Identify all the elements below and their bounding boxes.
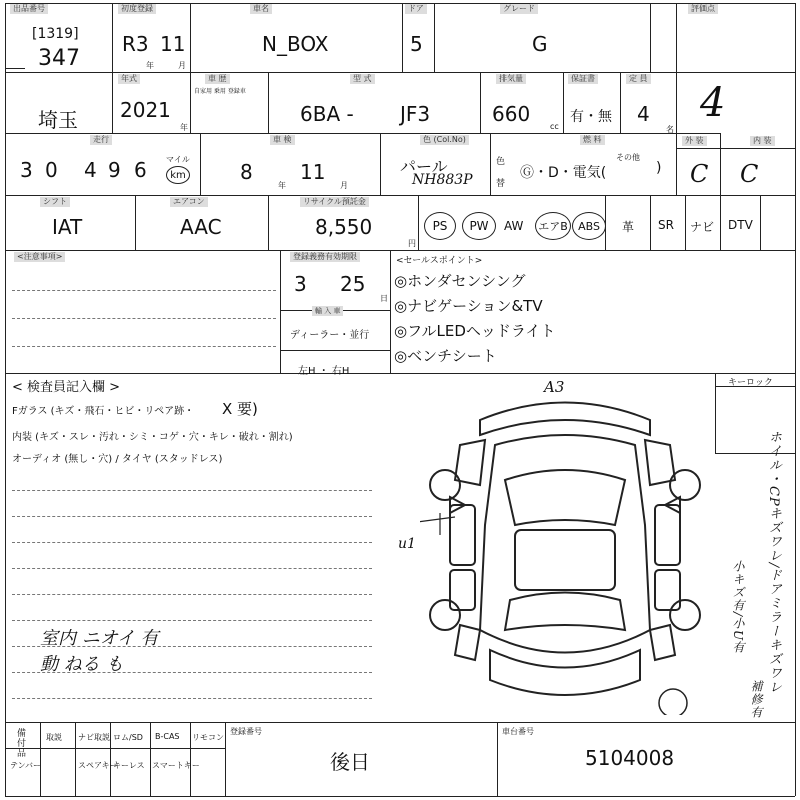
color-code: NH883P [412, 172, 473, 188]
equip-spare-key: スペアキー [78, 761, 118, 770]
door-label: ドア [405, 4, 427, 14]
exterior-score: C [690, 160, 709, 188]
transmission: IAT [52, 215, 83, 239]
seat-count: 4 [637, 102, 650, 126]
glass-line: Fガラス (キズ・飛石・ヒビ・リペア跡・ [12, 406, 195, 417]
shaken-year-unit: 年 [278, 181, 286, 190]
recycle-label: リサイクル預託金 [300, 197, 369, 207]
option-navi: ナビ [690, 220, 715, 234]
shaken-label: 車 検 [270, 135, 295, 145]
key-lock-label: キーロック [728, 378, 773, 388]
model-code: JF3 [400, 102, 431, 126]
shift-label: シフト [40, 197, 70, 207]
shaken-month-unit: 月 [340, 181, 348, 190]
door-count: 5 [410, 32, 423, 56]
yen-unit: 円 [408, 239, 416, 248]
odo-digit-2: 0 [45, 158, 58, 182]
car-diagram [420, 385, 710, 715]
interior-score: C [740, 160, 759, 188]
lot-code: [1319] [32, 26, 79, 42]
reg-month: 11 [160, 32, 186, 56]
car-name-label: 車名 [250, 4, 272, 14]
equip-rom-sd: ロム/SD [113, 733, 143, 742]
equip-keyless: キーレス [113, 761, 145, 770]
reg-expiry-day: 25 [340, 272, 366, 296]
first-registration-label: 初度登録 [118, 4, 156, 14]
side-note-2: 小キズ有/小U有 [731, 560, 745, 655]
sales-points-title: <セールスポイント> [396, 256, 483, 266]
option-airbag-label: エアB [538, 220, 568, 233]
option-pw-label: PW [469, 219, 489, 233]
fuel-close: ) [656, 160, 662, 176]
mark-u1: u1 [398, 536, 416, 552]
option-dtv: DTV [728, 218, 753, 232]
dealer-parallel: ディーラー・並行 [290, 330, 370, 341]
sales-point-4: ◎ベンチシート [394, 347, 497, 365]
odo-digit-5: 6 [134, 158, 147, 182]
reg-number-label: 登録番号 [230, 727, 262, 736]
steering: 左H ・ 右H [298, 366, 350, 377]
option-pw [462, 212, 496, 240]
equip-number-plate: テンバー [10, 761, 42, 770]
option-airbag [535, 212, 571, 240]
inspector-title: < 検査員記入欄 > [12, 380, 121, 395]
cc-unit: cc [550, 122, 559, 131]
notes-title: <注意事項> [14, 252, 65, 262]
aircon: AAC [180, 215, 222, 239]
chassis-label: 車台番号 [502, 727, 534, 736]
model-name: N_BOX [262, 32, 329, 56]
color-side-bottom: 替 [496, 179, 506, 189]
odo-digit-3: 4 [84, 158, 97, 182]
audio-tire-line: オーディオ (無し・穴) / タイヤ (スタッドレス) [12, 454, 223, 465]
option-ps-label: PS [432, 219, 448, 233]
sales-point-3: ◎フルLEDヘッドライト [394, 322, 556, 340]
import-label: 輸 入 車 [312, 306, 343, 316]
region: 埼玉 [38, 108, 78, 132]
accessories-side-label: 備付品 [15, 728, 25, 758]
grade-value: G [532, 32, 548, 56]
recycle-fee: 8,550 [315, 215, 373, 239]
handwritten-note-2: 動 ねる も [40, 654, 124, 675]
option-abs [572, 212, 606, 240]
km-unit-circle [166, 166, 190, 184]
sales-point-2: ◎ナビゲーション&TV [394, 297, 543, 315]
era-year: R3 [122, 32, 149, 56]
exterior-label: 外 装 [682, 136, 707, 146]
warranty-label: 保証書 [568, 74, 598, 84]
model-label: 型 式 [350, 74, 375, 84]
equip-navi-manual: ナビ取説 [78, 733, 110, 742]
option-ps [424, 212, 456, 240]
displacement-label: 排気量 [496, 74, 526, 84]
odo-digit-4: 9 [108, 158, 121, 182]
seats-label: 定 員 [626, 74, 651, 84]
history-sub: 自家用 乗用 登録車 [194, 88, 246, 95]
mark-a3: A3 [544, 378, 565, 396]
registration-label: 登録義務有効期限 [290, 252, 360, 262]
side-note-1: ホイル・CPキズワレ/ドアミラーキズワレ [766, 430, 781, 695]
side-note-3: 補修有 [749, 680, 763, 719]
fuel-other-label: その他 [616, 153, 640, 162]
color-side-top: 色 [496, 157, 506, 167]
fuel-label: 燃 料 [580, 135, 605, 145]
lot-label: 出品番号 [10, 4, 48, 14]
shaken-year: 8 [240, 160, 253, 184]
grade-label: グレード [500, 4, 538, 14]
mileage-label: 走行 [90, 135, 112, 145]
option-abs-label: ABS [578, 219, 600, 233]
color-label: 色 (Col.No) [420, 135, 469, 145]
equip-remote: リモコン [192, 733, 224, 742]
equip-bcas: B-CAS [155, 732, 180, 741]
day-unit: 日 [380, 294, 388, 303]
equip-smart-key: スマートキー [152, 761, 200, 770]
model-year: 2021 [120, 98, 171, 122]
handwritten-note-1: 室内 ニオイ 有 [40, 628, 159, 649]
warranty-value: 有・無 [570, 109, 612, 125]
lot-number: 347 [38, 46, 80, 71]
history-label: 車 歴 [205, 74, 230, 84]
shaken-month: 11 [300, 160, 326, 184]
aircon-label: エアコン [170, 197, 208, 207]
color-value: パール [400, 157, 448, 176]
option-leather: 革 [622, 220, 635, 234]
month-unit: 月 [178, 61, 186, 70]
seats-unit: 名 [666, 125, 674, 134]
km-unit: km [170, 169, 186, 181]
reg-number: 後日 [330, 750, 370, 774]
sales-point-1: ◎ホンダセンシング [394, 272, 526, 290]
mile-label: マイル [166, 155, 190, 164]
model-prefix: 6BA - [300, 102, 354, 126]
interior-label: 内 装 [750, 136, 775, 146]
reg-expiry-month: 3 [294, 272, 307, 296]
score-label: 評価点 [688, 4, 718, 14]
evaluation-score: 4 [700, 80, 726, 126]
equip-manual: 取説 [46, 733, 62, 742]
glass-replace-mark: X 要) [222, 400, 258, 418]
model-year-unit: 年 [180, 123, 188, 132]
option-aw: AW [504, 219, 524, 233]
option-sunroof: SR [658, 218, 674, 232]
chassis-number: 5104008 [585, 746, 675, 770]
interior-line: 内装 (キズ・スレ・汚れ・シミ・コゲ・穴・キレ・破れ・割れ) [12, 432, 293, 443]
year-label: 年式 [118, 74, 140, 84]
year-unit: 年 [146, 61, 154, 70]
fuel-value: Ⓖ・D・電気( [520, 165, 607, 181]
displacement: 660 [492, 102, 531, 126]
odo-digit-1: 3 [20, 158, 33, 182]
